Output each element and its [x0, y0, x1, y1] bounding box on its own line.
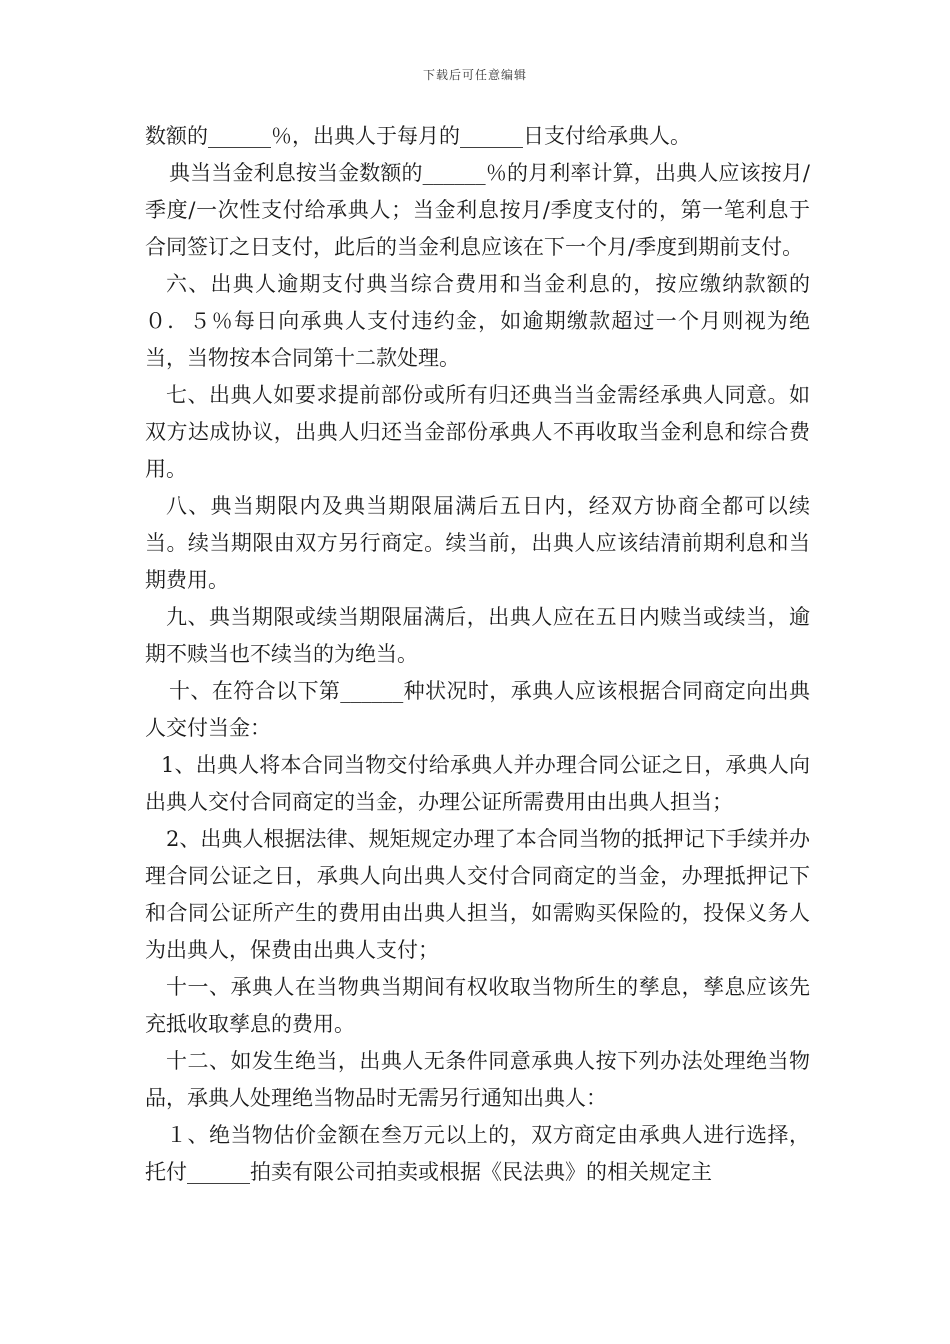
paragraph-clause-10-item-1: 1、出典人将本合同当物交付给承典人并办理合同公证之日，承典人向出典人交付合同商定的当金，办理公证所需费用由出典人担当； — [145, 753, 810, 814]
paragraph-clause-12: 十二、如发生绝当，出典人无条件同意承典人按下列办法处理绝当物品，承典人处理绝当物品时无需另行通知出典人： — [145, 1049, 810, 1110]
paragraph-clause-10: 十、在符合以下第______种状况时，承典人应该根据合同商定向出典人交付当金： — [145, 679, 810, 740]
paragraph-clause-11: 十一、承典人在当物典当期间有权收取当物所生的孳息，孳息应该先充抵收取孳息的费用。 — [145, 975, 810, 1036]
page-header: 下载后可任意编辑 — [422, 68, 527, 82]
paragraph-interest-payment-day: 数额的______％，出典人于每月的______日支付给承典人。 — [145, 124, 691, 148]
paragraph-clause-9: 九、典当期限或续当期限届满后，出典人应在五日内赎当或续当，逾期不赎当也不续当的为绝当。 — [145, 605, 810, 666]
paragraph-clause-10-item-2: 2、出典人根据法律、规矩规定办理了本合同当物的抵押记下手续并办理合同公证之日，承典人向出典人交付合同商定的当金，办理抵押记下和合同公证所产生的费用由出典人担当，如需购买保险的，投保义务人为出典人，保费由出典人支付； — [145, 827, 810, 962]
paragraph-clause-6: 六、出典人逾期支付典当综合费用和当金利息的，按应缴纳款额的０．５％每日向承典人支付违约金，如逾期缴款超过一个月则视为绝当，当物按本合同第十二款处理。 — [145, 272, 810, 370]
paragraph-clause-12-item-1: １、绝当物估价金额在叁万元以上的，双方商定由承典人进行选择，托付______拍卖有限公司拍卖或根据《民法典》的相关规定主 — [145, 1123, 810, 1184]
paragraph-clause-8: 八、典当期限内及典当期限届满后五日内，经双方协商全都可以续当。续当期限由双方另行商定。续当前，出典人应该结清前期利息和当期费用。 — [145, 494, 810, 592]
paragraph-clause-7: 七、出典人如要求提前部份或所有归还典当当金需经承典人同意。如双方达成协议，出典人归还当金部份承典人不再收取当金利息和综合费用。 — [145, 383, 810, 481]
document-body — [145, 118, 810, 1191]
paragraph-interest-rate: 典当当金利息按当金数额的______％的月利率计算，出典人应该按月/季度/一次性支付给承典人；当金利息按月/季度支付的，第一笔利息于合同签订之日支付，此后的当金利息应该在下一个月/季度到期前支付。 — [145, 161, 810, 259]
